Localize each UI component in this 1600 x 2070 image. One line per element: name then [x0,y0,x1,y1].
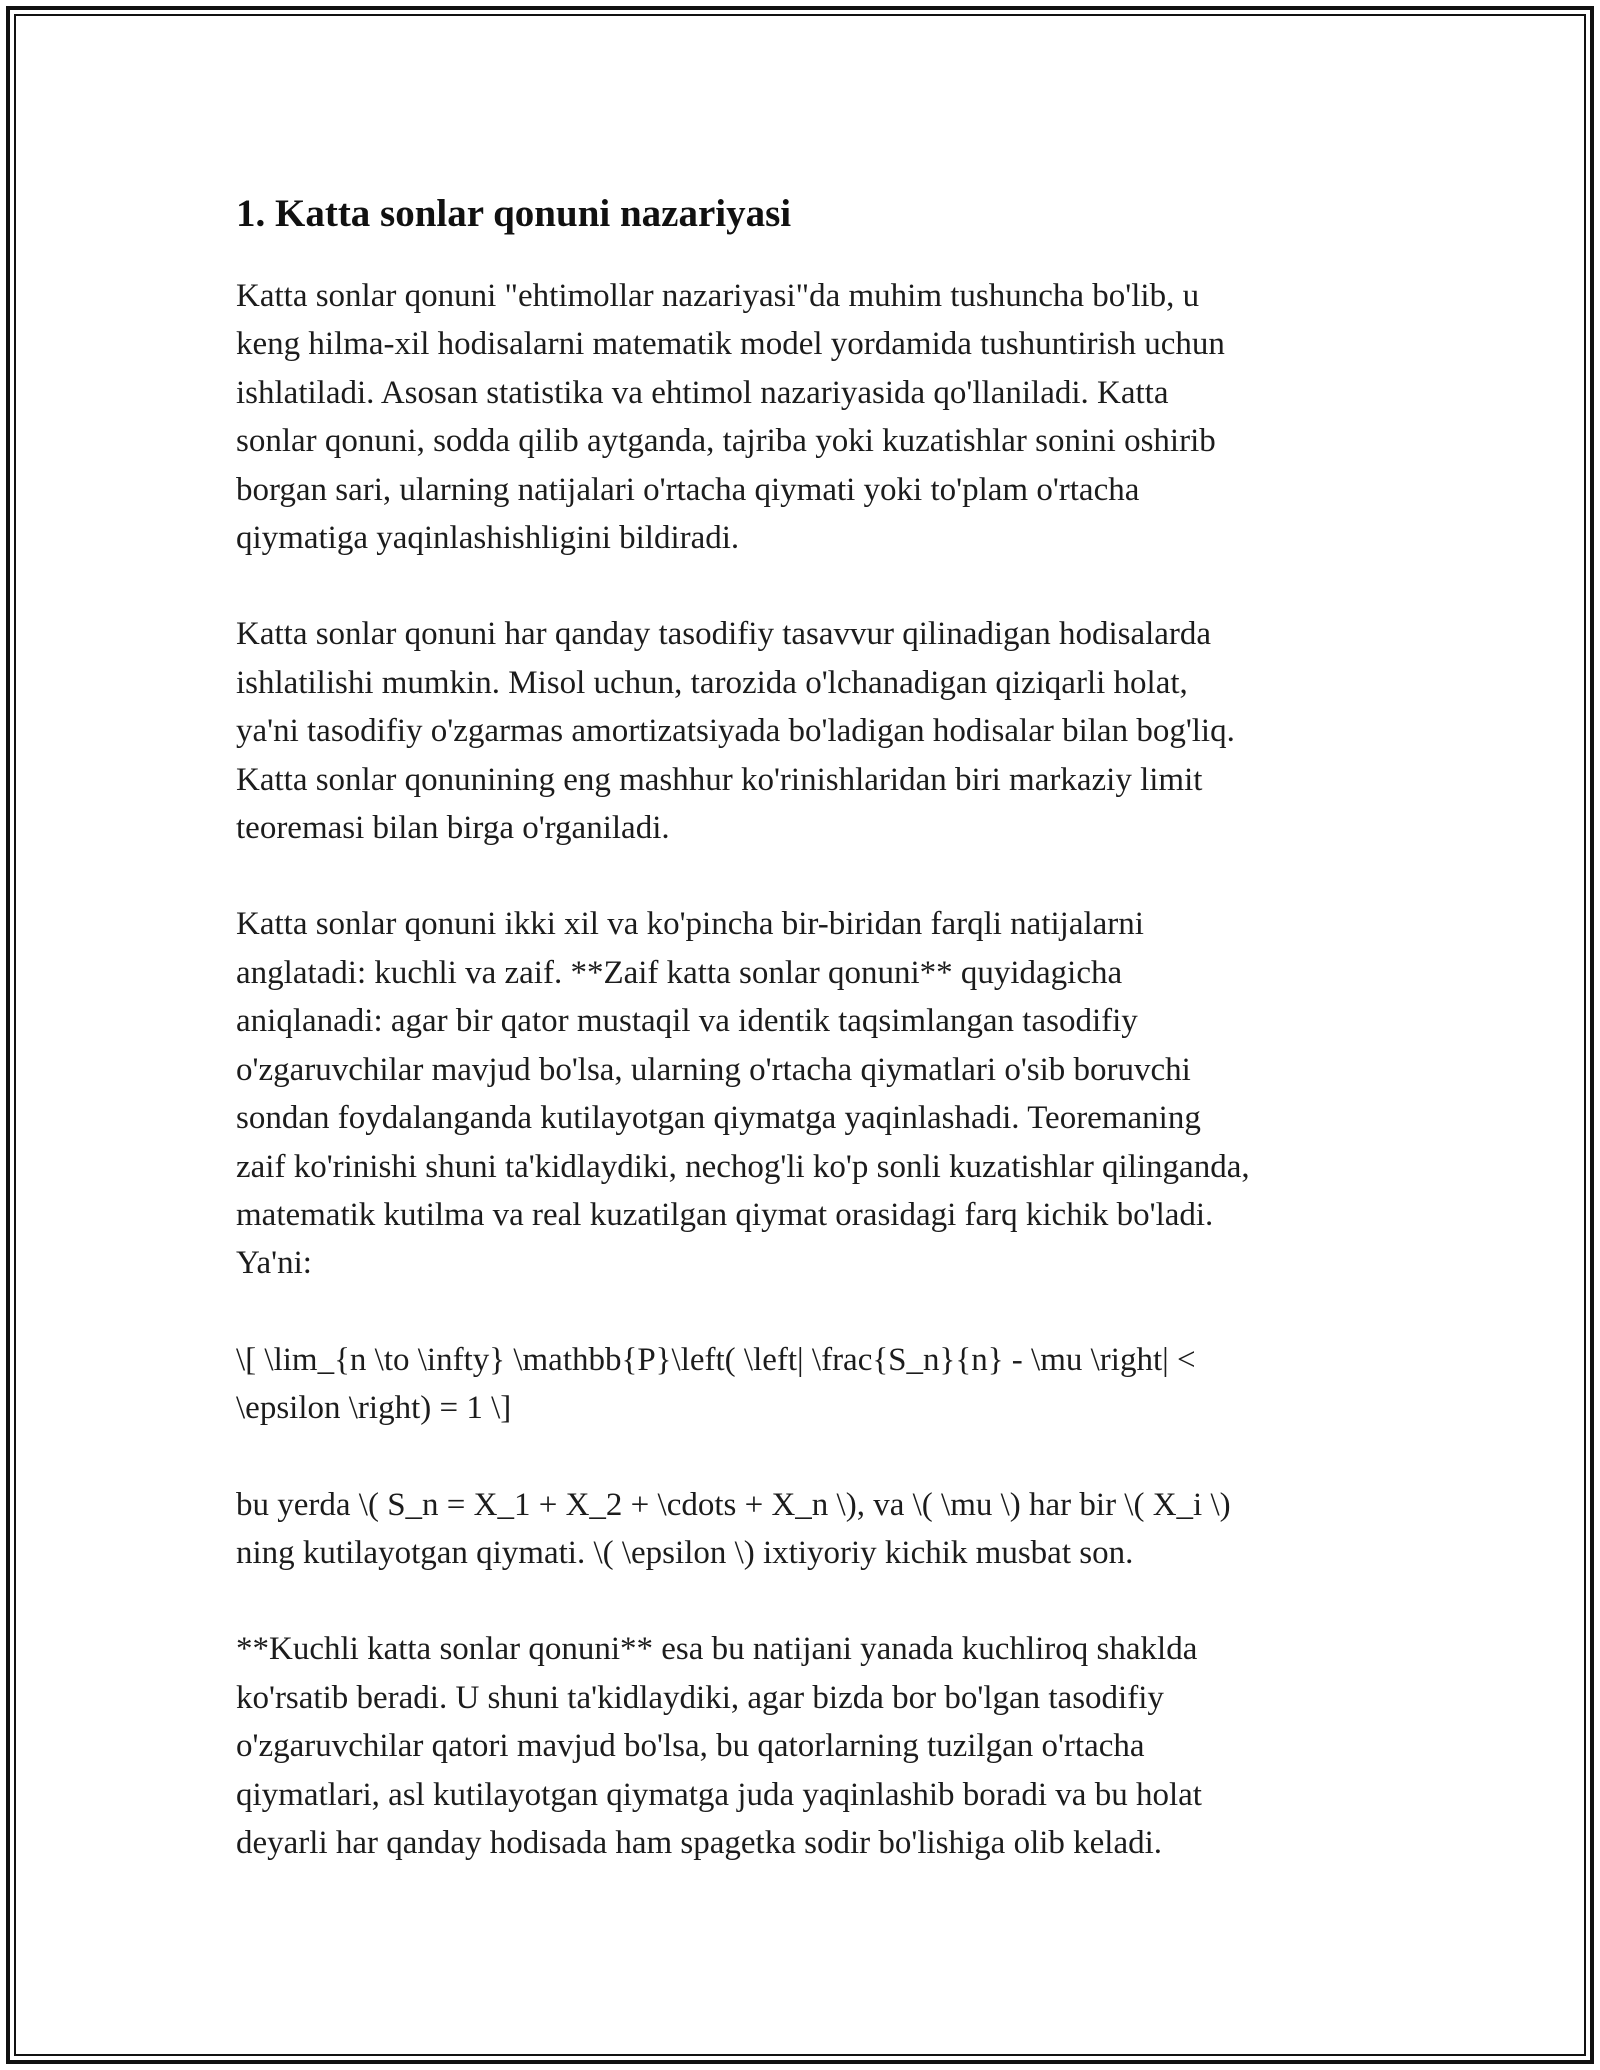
document-body [236,186,1376,1915]
paragraph-definitions: bu yerda \( S_n = X_1 + X_2 + \cdots + X_n \), va \( \mu \) har bir \( X_i \) ning kutilayotgan qiymati. \( \epsilon \) ixtiyoriy kichik musbat son. [236,1486,1231,1571]
paragraph-applications: Katta sonlar qonuni har qanday tasodifiy tasavvur qilinadigan hodisalarda ishlatilishi mumkin. Misol uchun, tarozida o'lchanadigan qiziqarli holat, ya'ni tasodifiy o'zgarmas amortizatsiyada bo'ladigan hodisalar bilan bog'liq. Katta sonlar qonunining eng mashhur ko'rinishlaridan biri markaziy limit teoremasi bilan birga o'rganiladi. [236,616,1235,847]
formula-weak-law: \[ \lim_{n \to \infty} \mathbb{P}\left( \left| \frac{S_n}{n} - \mu \right| < \epsilon \right) = 1 \] [236,1341,1196,1427]
paragraph-intro: Katta sonlar qonuni "ehtimollar nazariyasi"da muhim tushuncha bo'lib, u keng hilma-xil hodisalarni matematik model yordamida tushuntirish uchun ishlatiladi. Asosan statistika va ehtimol nazariyasida qo'llaniladi. Katta sonlar qonuni, sodda qilib aytganda, tajriba yoki kuzatishlar sonini oshirib borgan sari, ularning natijalari o'rtacha qiymati yoki to'plam o'rtacha qiymatiga yaqinlashishligini bildiradi. [236,278,1225,557]
paragraph-strong-law: **Kuchli katta sonlar qonuni** esa bu natijani yanada kuchliroq shaklda ko'rsatib beradi. U shuni ta'kidlaydiki, agar bizda bor bo'lgan tasodifiy o'zgaruvchilar qatori mavjud bo'lsa, bu qatorlarning tuzilgan o'rtacha qiymatlari, asl kutilayotgan qiymatga juda yaqinlashib boradi va bu holat deyarli har qanday hodisada ham spagetka sodir bo'lishiga olib keladi. [236,1631,1202,1861]
section-heading: 1. Katta sonlar qonuni nazariyasi [236,192,792,235]
paragraph-weak-law: Katta sonlar qonuni ikki xil va ko'pincha bir-biridan farqli natijalarni anglatadi: kuchli va zaif. **Zaif katta sonlar qonuni** quyidagicha aniqlanadi: agar bir qator mustaqil va identik taqsimlangan tasodifiy o'zgaruvchilar mavjud bo'lsa, ularning o'rtacha qiymatlari o'sib boruvchi sondan foydalanganda kutilayotgan qiymatga yaqinlashadi. Teoremaning zaif ko'rinishi shuni ta'kidlaydiki, nechog'li ko'p sonli kuzatishlar qilinganda, matematik kutilma va real kuzatilgan qiymat orasidagi farq kichik bo'ladi. Ya'ni: [236,906,1250,1282]
